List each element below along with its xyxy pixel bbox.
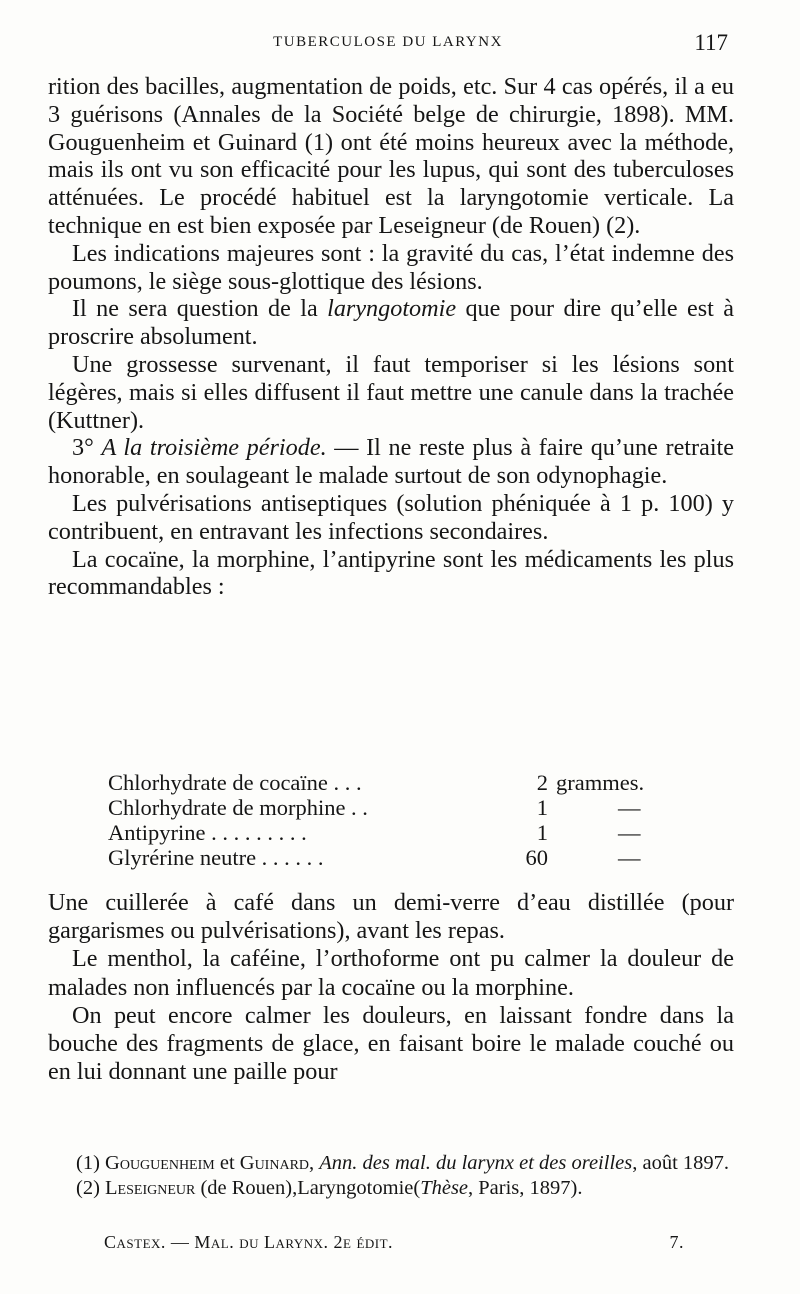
ingredient-quantity: 2: [536, 770, 548, 795]
page-number: 117: [694, 30, 728, 55]
paragraph: [48, 295, 734, 351]
paragraph: [48, 434, 734, 490]
ingredient-name: Antipyrine . . . . . . . . .: [108, 820, 307, 845]
paragraph: Le menthol, la caféine, l’orthoforme ont pu calmer la douleur de malades non influencés par la cocaïne ou la morphine.: [48, 945, 734, 1001]
ingredient-quantity: 1: [536, 820, 548, 845]
prescription-formula: [108, 770, 668, 870]
footnote-text: et: [214, 1152, 240, 1174]
footnote-author: Leseigneur: [105, 1177, 196, 1199]
italic-term: laryngotomie: [327, 295, 457, 323]
footnotes: [52, 1151, 738, 1201]
ingredient-name: Chlorhydrate de morphine . .: [108, 795, 368, 820]
ingredient-unit: —: [618, 795, 641, 820]
ingredient-unit: —: [618, 845, 641, 870]
formula-row: [108, 795, 668, 820]
ingredient-name: Glyrérine neutre . . . . . .: [108, 845, 324, 870]
paragraph: Une grossesse survenant, il faut temporiser si les lésions sont légères, mais si elles diffusent il faut mettre une canule dans la trachée (Kuttner).: [48, 350, 734, 434]
ingredient-quantity: 60: [525, 845, 548, 870]
paragraph-text: Il ne sera question de la: [72, 295, 328, 323]
paragraph-text: — Il ne reste plus à faire qu’une retraite honorable, en soulageant le malade surtout de son odynophagie.: [48, 434, 734, 490]
body-text-continued: [48, 889, 734, 1086]
running-head: [48, 30, 728, 60]
footnote-text: , Paris, 1897).: [468, 1177, 583, 1199]
paragraph: Les indications majeures sont : la gravité du cas, l’état indemne des poumons, le siège sous-glottique des lésions.: [48, 239, 734, 295]
footnote-marker: (1): [76, 1152, 106, 1174]
footnote-text: (de Rouen),Laryngotomie(: [195, 1177, 421, 1199]
footnote: [52, 1176, 738, 1201]
footnote-marker: (2): [76, 1177, 106, 1199]
body-text: [48, 73, 734, 601]
running-title: TUBERCULOSE DU LARYNX: [273, 34, 503, 50]
ingredient-quantity: 1: [536, 795, 548, 820]
footnote-text: ,: [309, 1152, 320, 1174]
printer-signature: [104, 1232, 684, 1253]
paragraph: On peut encore calmer les douleurs, en laissant fondre dans la bouche des fragments de glace, en faisant boire le malade couché ou en lui donnant une paille pour: [48, 1001, 734, 1086]
formula-row: [108, 770, 668, 795]
footnote: [52, 1151, 738, 1176]
paragraph-text: que pour dire qu’elle est à proscrire absolument.: [48, 295, 734, 351]
footnote-author: Gouguenheim: [105, 1152, 215, 1174]
footnote-text: , août 1897.: [632, 1152, 730, 1174]
ingredient-name: Chlorhydrate de cocaïne . . .: [108, 770, 362, 795]
signature-title: Castex. — Mal. du Larynx. 2e édit.: [104, 1232, 394, 1252]
ingredient-unit: —: [618, 820, 641, 845]
paragraph: Les pulvérisations antiseptiques (solution phéniquée à 1 p. 100) y contribuent, en entravant les infections secondaires.: [48, 489, 734, 545]
paragraph-text: 3°: [72, 434, 102, 462]
paragraph: La cocaïne, la morphine, l’antipyrine sont les médicaments les plus recommandables :: [48, 545, 734, 601]
paragraph: rition des bacilles, augmentation de poids, etc. Sur 4 cas opérés, il a eu 3 guérisons (Annales de la Société belge de chirurgie, 1898). MM. Gouguenheim et Guinard (1) ont été moins heureux avec la méthode, mais ils ont vu son efficacité pour les lupus, qui sont des tuberculoses atténuées. Le procédé habituel est la laryngotomie verticale. La technique en est bien exposée par Leseigneur (de Rouen) (2).: [48, 73, 734, 239]
ingredient-unit: grammes.: [556, 770, 645, 795]
footnote-thesis: Thèse: [420, 1177, 469, 1199]
formula-row: [108, 845, 668, 870]
section-heading-italic: A la troisième période.: [101, 434, 327, 462]
signature-number: 7.: [669, 1232, 684, 1252]
paragraph: Une cuillerée à café dans un demi-verre d’eau distillée (pour gargarismes ou pulvérisations), avant les repas.: [48, 889, 734, 945]
footnote-author: Guinard: [239, 1152, 310, 1174]
footnote-journal: Ann. des mal. du larynx et des oreilles: [319, 1152, 633, 1174]
formula-row: [108, 820, 668, 845]
